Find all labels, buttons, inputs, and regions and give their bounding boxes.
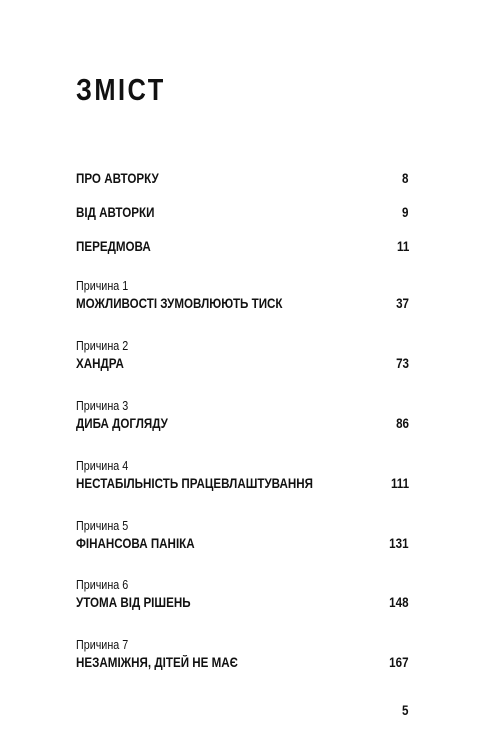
toc-entry-page: 11 [396, 239, 409, 254]
toc-entry-title: НЕСТАБІЛЬНІСТЬ ПРАЦЕВЛАШТУВАННЯ [76, 476, 313, 491]
toc-entry-reason-2 [76, 337, 409, 373]
page-title: ЗМІСТ [76, 72, 166, 107]
toc-entry-reason-3 [76, 397, 409, 433]
toc-entry-title: ПЕРЕДМОВА [76, 239, 151, 254]
toc-entry-title: ФІНАНСОВА ПАНІКА [76, 536, 195, 551]
toc-entry-page: 148 [389, 595, 409, 610]
toc-entry-page: 9 [402, 205, 409, 220]
toc-entry-page: 73 [396, 356, 409, 371]
toc-entry-title: ХАНДРА [76, 356, 124, 371]
toc-entry-reason-1 [76, 277, 409, 313]
toc-entry-label: Причина 7 [76, 638, 129, 652]
toc-entry-reason-6 [76, 576, 409, 612]
page-number: 5 [402, 703, 409, 718]
toc-entry-title: ДИБА ДОГЛЯДУ [76, 416, 168, 431]
toc-entry-about-author [76, 170, 409, 188]
toc-entry-reason-4 [76, 457, 409, 493]
toc-entry-title: МОЖЛИВОСТІ ЗУМОВЛЮЮТЬ ТИСК [76, 296, 283, 311]
toc-entry-label: Причина 5 [76, 519, 129, 533]
toc-entry-reason-7 [76, 636, 409, 672]
toc-entry-title: УТОМА ВІД РІШЕНЬ [76, 595, 191, 610]
toc-entry-label: Причина 1 [76, 279, 129, 293]
toc-entry-from-author [76, 204, 409, 222]
toc-entry-title: ВІД АВТОРКИ [76, 205, 155, 220]
toc-entry-label: Причина 2 [76, 339, 129, 353]
toc-entry-page: 86 [396, 416, 409, 431]
toc-entry-page: 8 [402, 171, 409, 186]
toc-entry-label: Причина 6 [76, 578, 129, 592]
toc-entry-reason-5 [76, 517, 409, 553]
toc-entry-label: Причина 3 [76, 399, 129, 413]
toc-entry-foreword [76, 238, 409, 256]
toc-entry-page: 111 [390, 476, 409, 491]
toc-entry-title: ПРО АВТОРКУ [76, 171, 159, 186]
toc-entry-title: НЕЗАМІЖНЯ, ДІТЕЙ НЕ МАЄ [76, 655, 238, 670]
toc-entry-page: 167 [389, 655, 409, 670]
toc-entry-label: Причина 4 [76, 459, 129, 473]
toc-entry-page: 37 [396, 296, 409, 311]
toc-entry-page: 131 [389, 536, 409, 551]
